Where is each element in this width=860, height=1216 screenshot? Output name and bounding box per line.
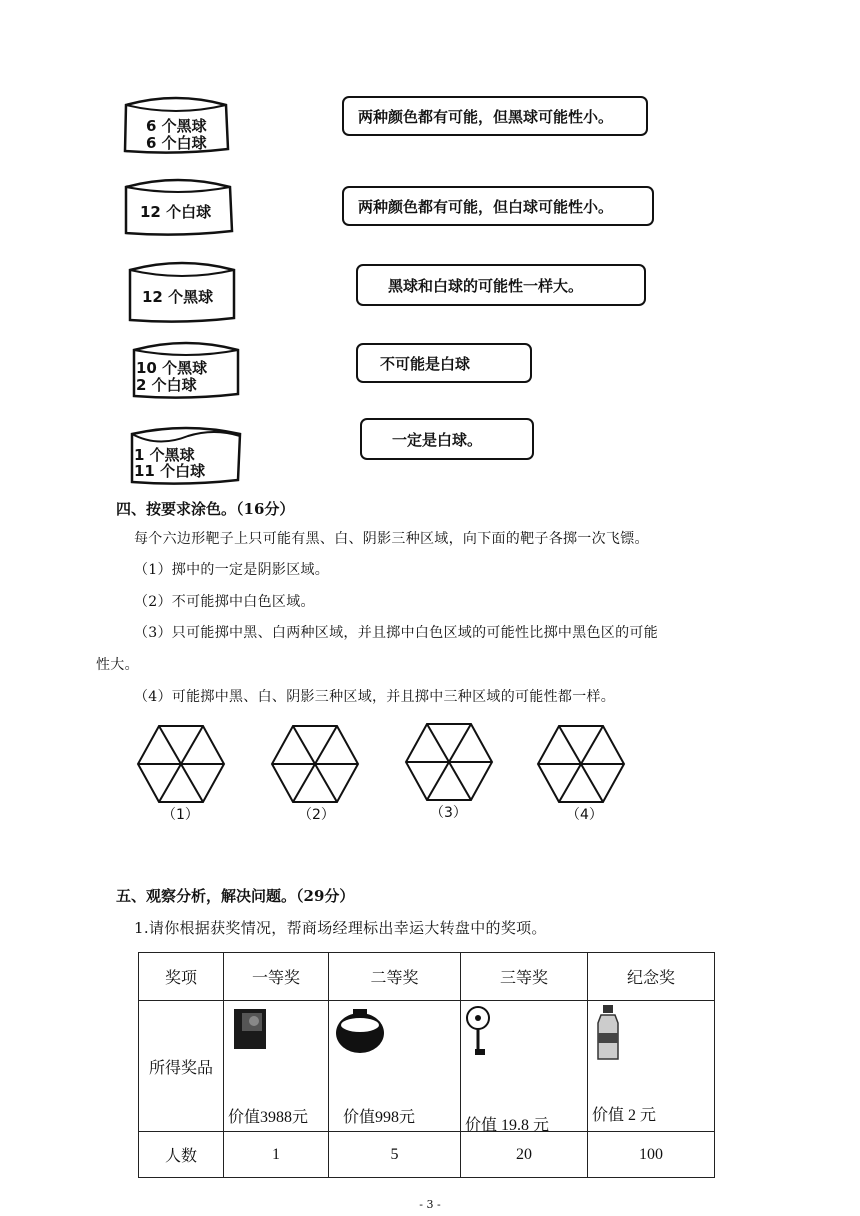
table-header-cell: 奖项 [139,953,224,1001]
can-text-1: 12 个黑球 [142,288,214,306]
table-header-cell: 一等奖 [224,953,329,1001]
statement-box: 黑球和白球的可能性一样大。 [356,264,646,306]
prize-cell-memorial [588,1001,715,1132]
fan-icon [465,1005,499,1057]
section-4-item-2: （2）不可能掷中白色区域。 [134,594,315,610]
can-text-2: 11 个白球 [134,462,206,480]
count-cell: 20 [461,1132,588,1178]
can-text-1: 12 个白球 [140,203,212,221]
price-label: 价值 19.8 元 [465,1117,550,1134]
statement-box: 不可能是白球 [356,343,532,383]
section-4-item-4: （4）可能掷中黑、白、阴影三种区域，并且掷中三种区域的可能性都一样。 [134,689,616,705]
section-4-item-1: （1）掷中的一定是阴影区域。 [134,562,330,578]
can-text-2: 2 个白球 [136,376,197,394]
phone-icon [232,1007,268,1051]
hexagon-label-3: （3） [430,805,467,821]
count-cell: 100 [588,1132,715,1178]
count-cell: 1 [224,1132,329,1178]
statement-box: 两种颜色都有可能，但黑球可能性小。 [342,96,648,136]
hexagon-target-3 [404,722,494,802]
table-row-label: 人数 [139,1132,224,1178]
section-4-item-3: （3）只可能掷中黑、白两种区域，并且掷中白色区域的可能性比掷中黑色区的可能 [134,625,659,641]
section-5-title: 五、观察分析，解决问题。（29分） [116,887,355,905]
hexagon-target-2 [270,724,360,804]
hexagon-label-2: （2） [298,807,335,823]
can-text-1: 1 个黑球 [134,446,195,464]
can-5 [128,424,246,486]
hexagon-label-1: （1） [162,807,199,823]
hexagon-target-4 [536,724,626,804]
section-4-title: 四、按要求涂色。（16分） [116,500,295,518]
hexagon-target-1 [136,724,226,804]
can-2 [122,175,234,237]
prize-table [138,952,715,1178]
table-row-counts [139,1132,715,1178]
prize-cell-third [461,1001,588,1132]
count-cell: 5 [329,1132,461,1178]
section-4-item-3-cont: 性大。 [96,657,139,673]
price-label: 价值 2 元 [592,1107,657,1124]
table-header-cell: 纪念奖 [588,953,715,1001]
can-text-1: 6 个黑球 [146,117,207,135]
prize-cell-first [224,1001,329,1132]
table-header-row [139,953,715,1001]
table-header-cell: 三等奖 [461,953,588,1001]
table-header-cell: 二等奖 [329,953,461,1001]
water-bottle-icon [594,1003,622,1061]
statement-box: 两种颜色都有可能，但白球可能性小。 [342,186,654,226]
can-4 [130,338,242,400]
section-5-question-1: 1.请你根据获奖情况，帮商场经理标出幸运大转盘中的奖项。 [134,919,547,937]
statement-box: 一定是白球。 [360,418,534,460]
table-row-label: 所得奖品 [139,1001,224,1132]
can-text-1: 10 个黑球 [136,359,208,377]
can-text-2: 6 个白球 [146,134,207,152]
hexagon-label-4: （4） [566,807,603,823]
table-row-prizes [139,1001,715,1132]
can-3 [126,258,238,324]
price-label: 价值998元 [343,1109,416,1126]
section-4-intro: 每个六边形靶子上只可能有黑、白、阴影三种区域，向下面的靶子各掷一次飞镖。 [134,531,649,547]
prize-cell-second [329,1001,461,1132]
can-1 [120,93,232,157]
page-number: - 3 - [419,1198,441,1211]
rice-cooker-icon [333,1005,387,1055]
price-label: 价值3988元 [228,1109,309,1126]
